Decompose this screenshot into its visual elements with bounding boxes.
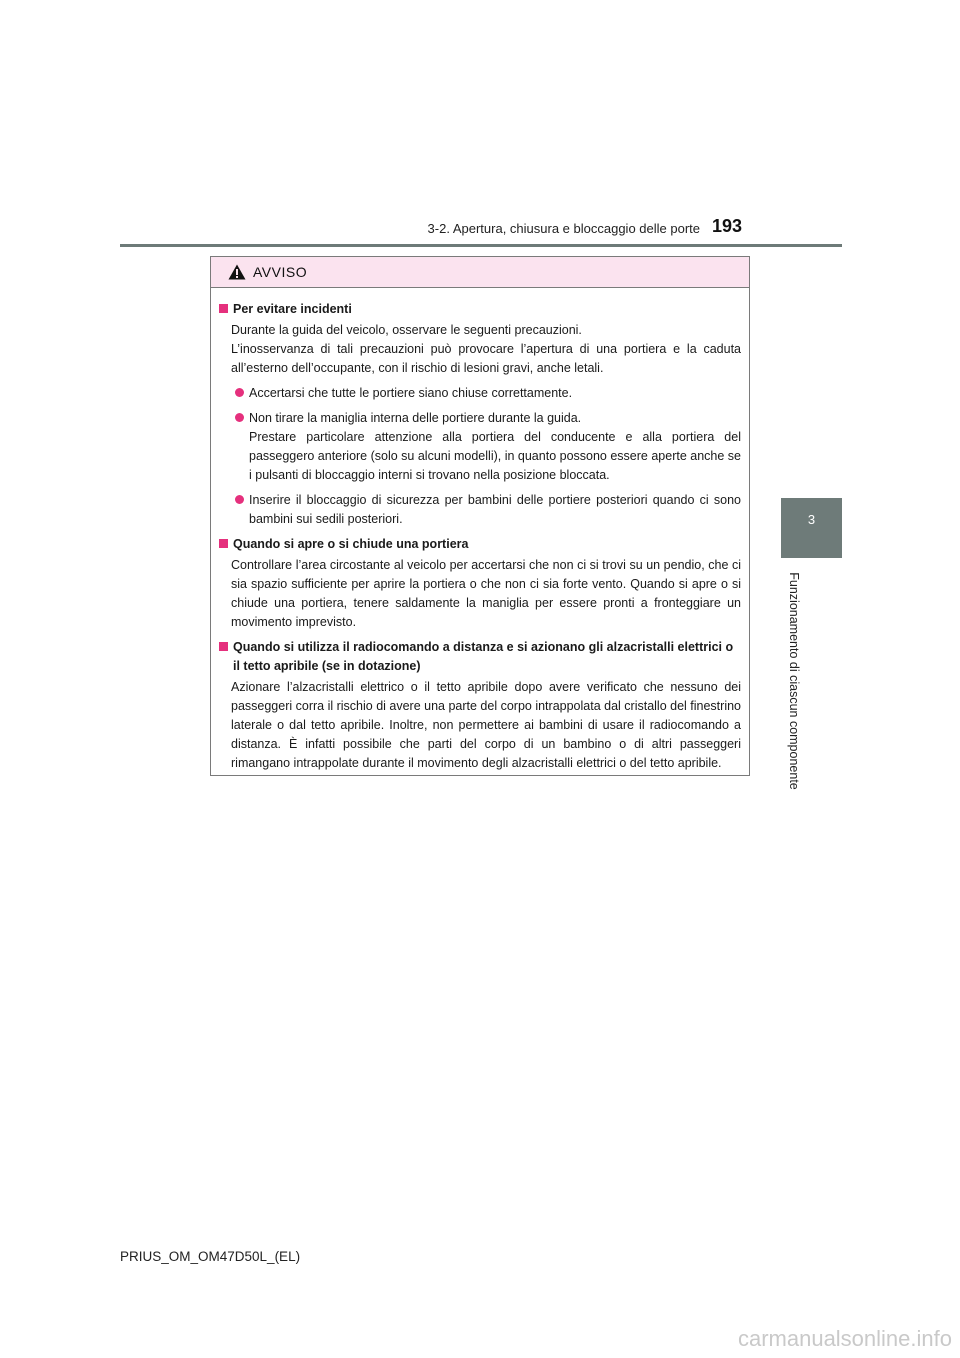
round-bullet-icon: [235, 413, 244, 422]
chapter-side-label-text: Funzionamento di ciascun componente: [787, 572, 801, 790]
bullet-text: Accertarsi che tutte le portiere siano chiuse correttamente.: [249, 386, 573, 400]
chapter-title: 3-2. Apertura, chiusura e bloccaggio delle porte: [427, 221, 700, 236]
section-title: [219, 300, 741, 319]
section-title-text: Per evitare incidenti: [233, 302, 352, 316]
bullet-text: Inserire il bloccaggio di sicurezza per bambini delle portiere posteriori quando ci sono bambini sui sedili posteriori.: [249, 493, 741, 526]
bullet-item: [235, 409, 741, 485]
watermark: carmanualsonline.info: [737, 1326, 952, 1351]
section-paragraph: Azionare l’alzacristalli elettrico o il tetto apribile dopo avere verificato che nessuno dei passeggeri corra il rischio di avere una parte del corpo intrappolata dal cristallo del finestrino laterale o dal tetto apribile. Inoltre, non permettere ai bambini di usare il radiocomando a distanza. È infatti possibile che parti del corpo di un bambino o di altri passeggeri rimangano intrappolate durante il movimento degli alzacristalli elettrici o del tetto apribile.: [231, 680, 741, 770]
section-paragraph: Durante la guida del veicolo, osservare le seguenti precauzioni.: [231, 323, 582, 337]
warning-box: [210, 256, 750, 776]
page-number: 193: [712, 216, 743, 236]
bullet-item: [235, 491, 741, 529]
warning-title: AVVISO: [253, 264, 308, 280]
chapter-tab-number: 3: [807, 512, 816, 527]
section-paragraph: Controllare l’area circostante al veicolo per accertarsi che non ci si trovi su un pendio, che ci sia spazio sufficiente per aprire la portiera o che non ci sia forte vento. Quando si apre o si chiude una portiera, tenere saldamente la maniglia per essere pronti a fronteggiare un movimento imprevisto.: [231, 558, 741, 629]
section-title: [219, 535, 741, 554]
warning-header: [211, 257, 749, 288]
square-bullet-icon: [219, 539, 228, 548]
chapter-side-label: [781, 566, 807, 796]
warning-body: [211, 288, 749, 773]
header-divider: [120, 244, 842, 247]
bullet-text-line: Prestare particolare attenzione alla portiera del conducente e alla portiera del passeggero anteriore (solo su alcuni modelli), in quanto possono essere aperte anche se i pulsanti di bloccaggio interni si trovano nella posizione bloccata.: [249, 430, 741, 482]
round-bullet-icon: [235, 495, 244, 504]
bullet-text-line: Non tirare la maniglia interna delle portiere durante la guida.: [249, 411, 582, 425]
document-code: PRIUS_OM_OM47D50L_(EL): [120, 1249, 301, 1264]
warning-triangle-icon: [228, 264, 246, 280]
square-bullet-icon: [219, 642, 228, 651]
section-paragraph: L’inosservanza di tali precauzioni può provocare l’apertura di una portiera e la caduta all’esterno dell’occupante, con il rischio di lesioni gravi, anche letali.: [231, 342, 741, 375]
round-bullet-icon: [235, 388, 244, 397]
chapter-tab: [781, 498, 842, 558]
square-bullet-icon: [219, 304, 228, 313]
bullet-text: [249, 409, 741, 485]
bullet-item: [235, 384, 741, 403]
section-title-text: Quando si apre o si chiude una portiera: [233, 537, 469, 551]
section-title: [219, 638, 741, 676]
section-title-text: Quando si utilizza il radiocomando a distanza e si azionano gli alzacristalli elettrici o il tetto apribile (se in dotazione): [233, 640, 734, 673]
